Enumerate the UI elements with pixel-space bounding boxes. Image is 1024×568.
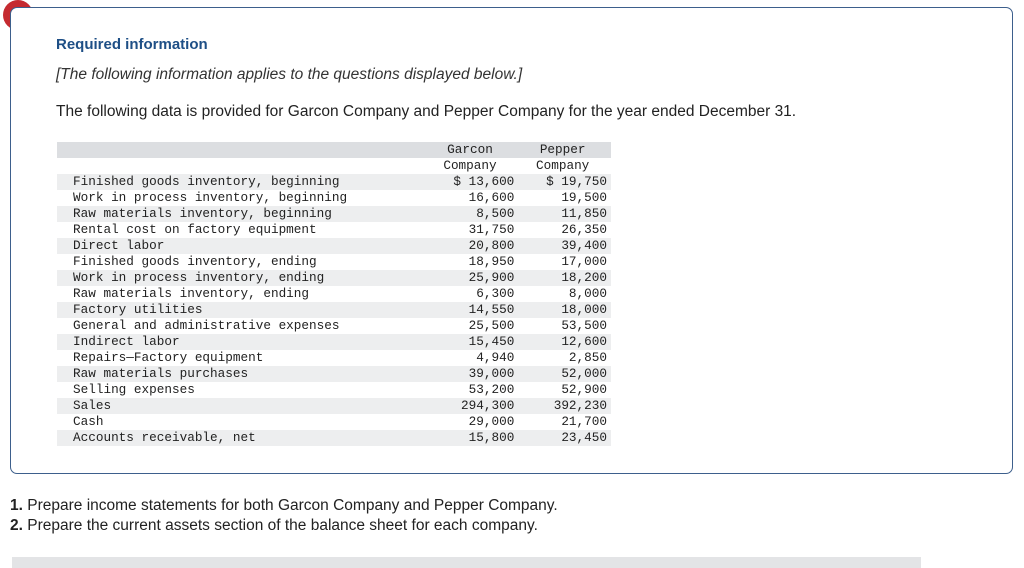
- garcon-value: 15,800: [468, 430, 515, 445]
- pepper-value: 2,850: [568, 350, 607, 365]
- garcon-value: 29,000: [468, 414, 515, 429]
- table-row: [57, 238, 611, 254]
- garcon-value: $ 13,600: [453, 174, 515, 189]
- row-label: Raw materials inventory, ending: [73, 286, 310, 301]
- table-row: [57, 302, 611, 318]
- table-row: [57, 382, 611, 398]
- pepper-value: 23,450: [561, 430, 607, 445]
- pepper-value: 18,200: [561, 270, 607, 285]
- pepper-value: 52,900: [561, 382, 607, 397]
- garcon-value: 25,900: [468, 270, 515, 285]
- row-label: Accounts receivable, net: [73, 430, 256, 445]
- garcon-value: 14,550: [468, 302, 515, 317]
- pepper-value: 53,500: [561, 318, 607, 333]
- garcon-value: 15,450: [468, 334, 515, 349]
- header-garcon-line1: Garcon: [447, 142, 493, 157]
- table-row: [57, 174, 611, 190]
- pepper-value: 26,350: [561, 222, 607, 237]
- header-pepper-line1: Pepper: [539, 142, 586, 157]
- garcon-value: 20,800: [468, 238, 515, 253]
- row-label: Direct labor: [73, 238, 165, 253]
- row-label: Indirect labor: [73, 334, 180, 349]
- table-row: [57, 286, 611, 302]
- table-row: [57, 206, 611, 222]
- table-row: [57, 270, 611, 286]
- question-text: Prepare income statements for both Garcon Company and Pepper Company.: [27, 497, 558, 514]
- row-label: Finished goods inventory, beginning: [73, 174, 340, 189]
- garcon-value: 4,940: [476, 350, 515, 365]
- company-data-table: [57, 142, 611, 446]
- row-label: Raw materials purchases: [73, 366, 249, 381]
- garcon-value: 39,000: [468, 366, 515, 381]
- applies-note: [The following information applies to the questions displayed below.]: [56, 66, 523, 83]
- question-item: [10, 516, 558, 536]
- table-row: [57, 430, 611, 446]
- row-label: Rental cost on factory equipment: [73, 222, 317, 237]
- question-number: 2.: [10, 517, 23, 534]
- garcon-value: 16,600: [468, 190, 515, 205]
- answer-area-bar: [12, 557, 921, 568]
- table-row: [57, 318, 611, 334]
- pepper-value: 12,600: [561, 334, 607, 349]
- garcon-value: 8,500: [476, 206, 515, 221]
- table-row: [57, 190, 611, 206]
- pepper-value: 52,000: [561, 366, 607, 381]
- row-label: Selling expenses: [73, 382, 195, 397]
- table-header-row: [57, 142, 611, 158]
- questions-list: [10, 496, 558, 536]
- header-garcon-line2: Company: [443, 158, 497, 173]
- row-label: Raw materials inventory, beginning: [73, 206, 332, 221]
- table-row: [57, 350, 611, 366]
- pepper-value: 8,000: [568, 286, 607, 301]
- required-information-title: Required information: [56, 36, 208, 53]
- intro-text: The following data is provided for Garcon Company and Pepper Company for the year ended December 31.: [56, 103, 797, 120]
- question-item: [10, 496, 558, 516]
- garcon-value: 6,300: [476, 286, 515, 301]
- row-label: Work in process inventory, ending: [73, 270, 325, 285]
- garcon-value: 294,300: [461, 398, 515, 413]
- table-row: [57, 254, 611, 270]
- garcon-value: 31,750: [468, 222, 515, 237]
- table-row: [57, 334, 611, 350]
- row-label: Sales: [73, 398, 112, 413]
- pepper-value: 11,850: [561, 206, 607, 221]
- garcon-value: 53,200: [468, 382, 515, 397]
- table-row: [57, 414, 611, 430]
- row-label: Finished goods inventory, ending: [73, 254, 317, 269]
- row-label: General and administrative expenses: [73, 318, 340, 333]
- question-text: Prepare the current assets section of the balance sheet for each company.: [27, 517, 538, 534]
- header-label-cell: [57, 142, 426, 158]
- pepper-value: $ 19,750: [546, 174, 607, 189]
- pepper-value: 39,400: [561, 238, 607, 253]
- pepper-value: 18,000: [561, 302, 607, 317]
- garcon-value: 25,500: [468, 318, 515, 333]
- pepper-value: 392,230: [553, 398, 607, 413]
- header-label-cell: [57, 158, 426, 174]
- required-information-panel: [10, 7, 1013, 474]
- header-pepper-line2: Company: [536, 158, 590, 173]
- question-number: 1.: [10, 497, 23, 514]
- row-label: Repairs—Factory equipment: [73, 350, 264, 365]
- garcon-value: 18,950: [468, 254, 515, 269]
- row-label: Factory utilities: [73, 302, 203, 317]
- table-row: [57, 366, 611, 382]
- row-label: Cash: [73, 414, 104, 429]
- table-header-row-2: [57, 158, 611, 174]
- pepper-value: 17,000: [561, 254, 607, 269]
- row-label: Work in process inventory, beginning: [73, 190, 348, 205]
- table-row: [57, 398, 611, 414]
- pepper-value: 19,500: [561, 190, 607, 205]
- table-row: [57, 222, 611, 238]
- pepper-value: 21,700: [561, 414, 607, 429]
